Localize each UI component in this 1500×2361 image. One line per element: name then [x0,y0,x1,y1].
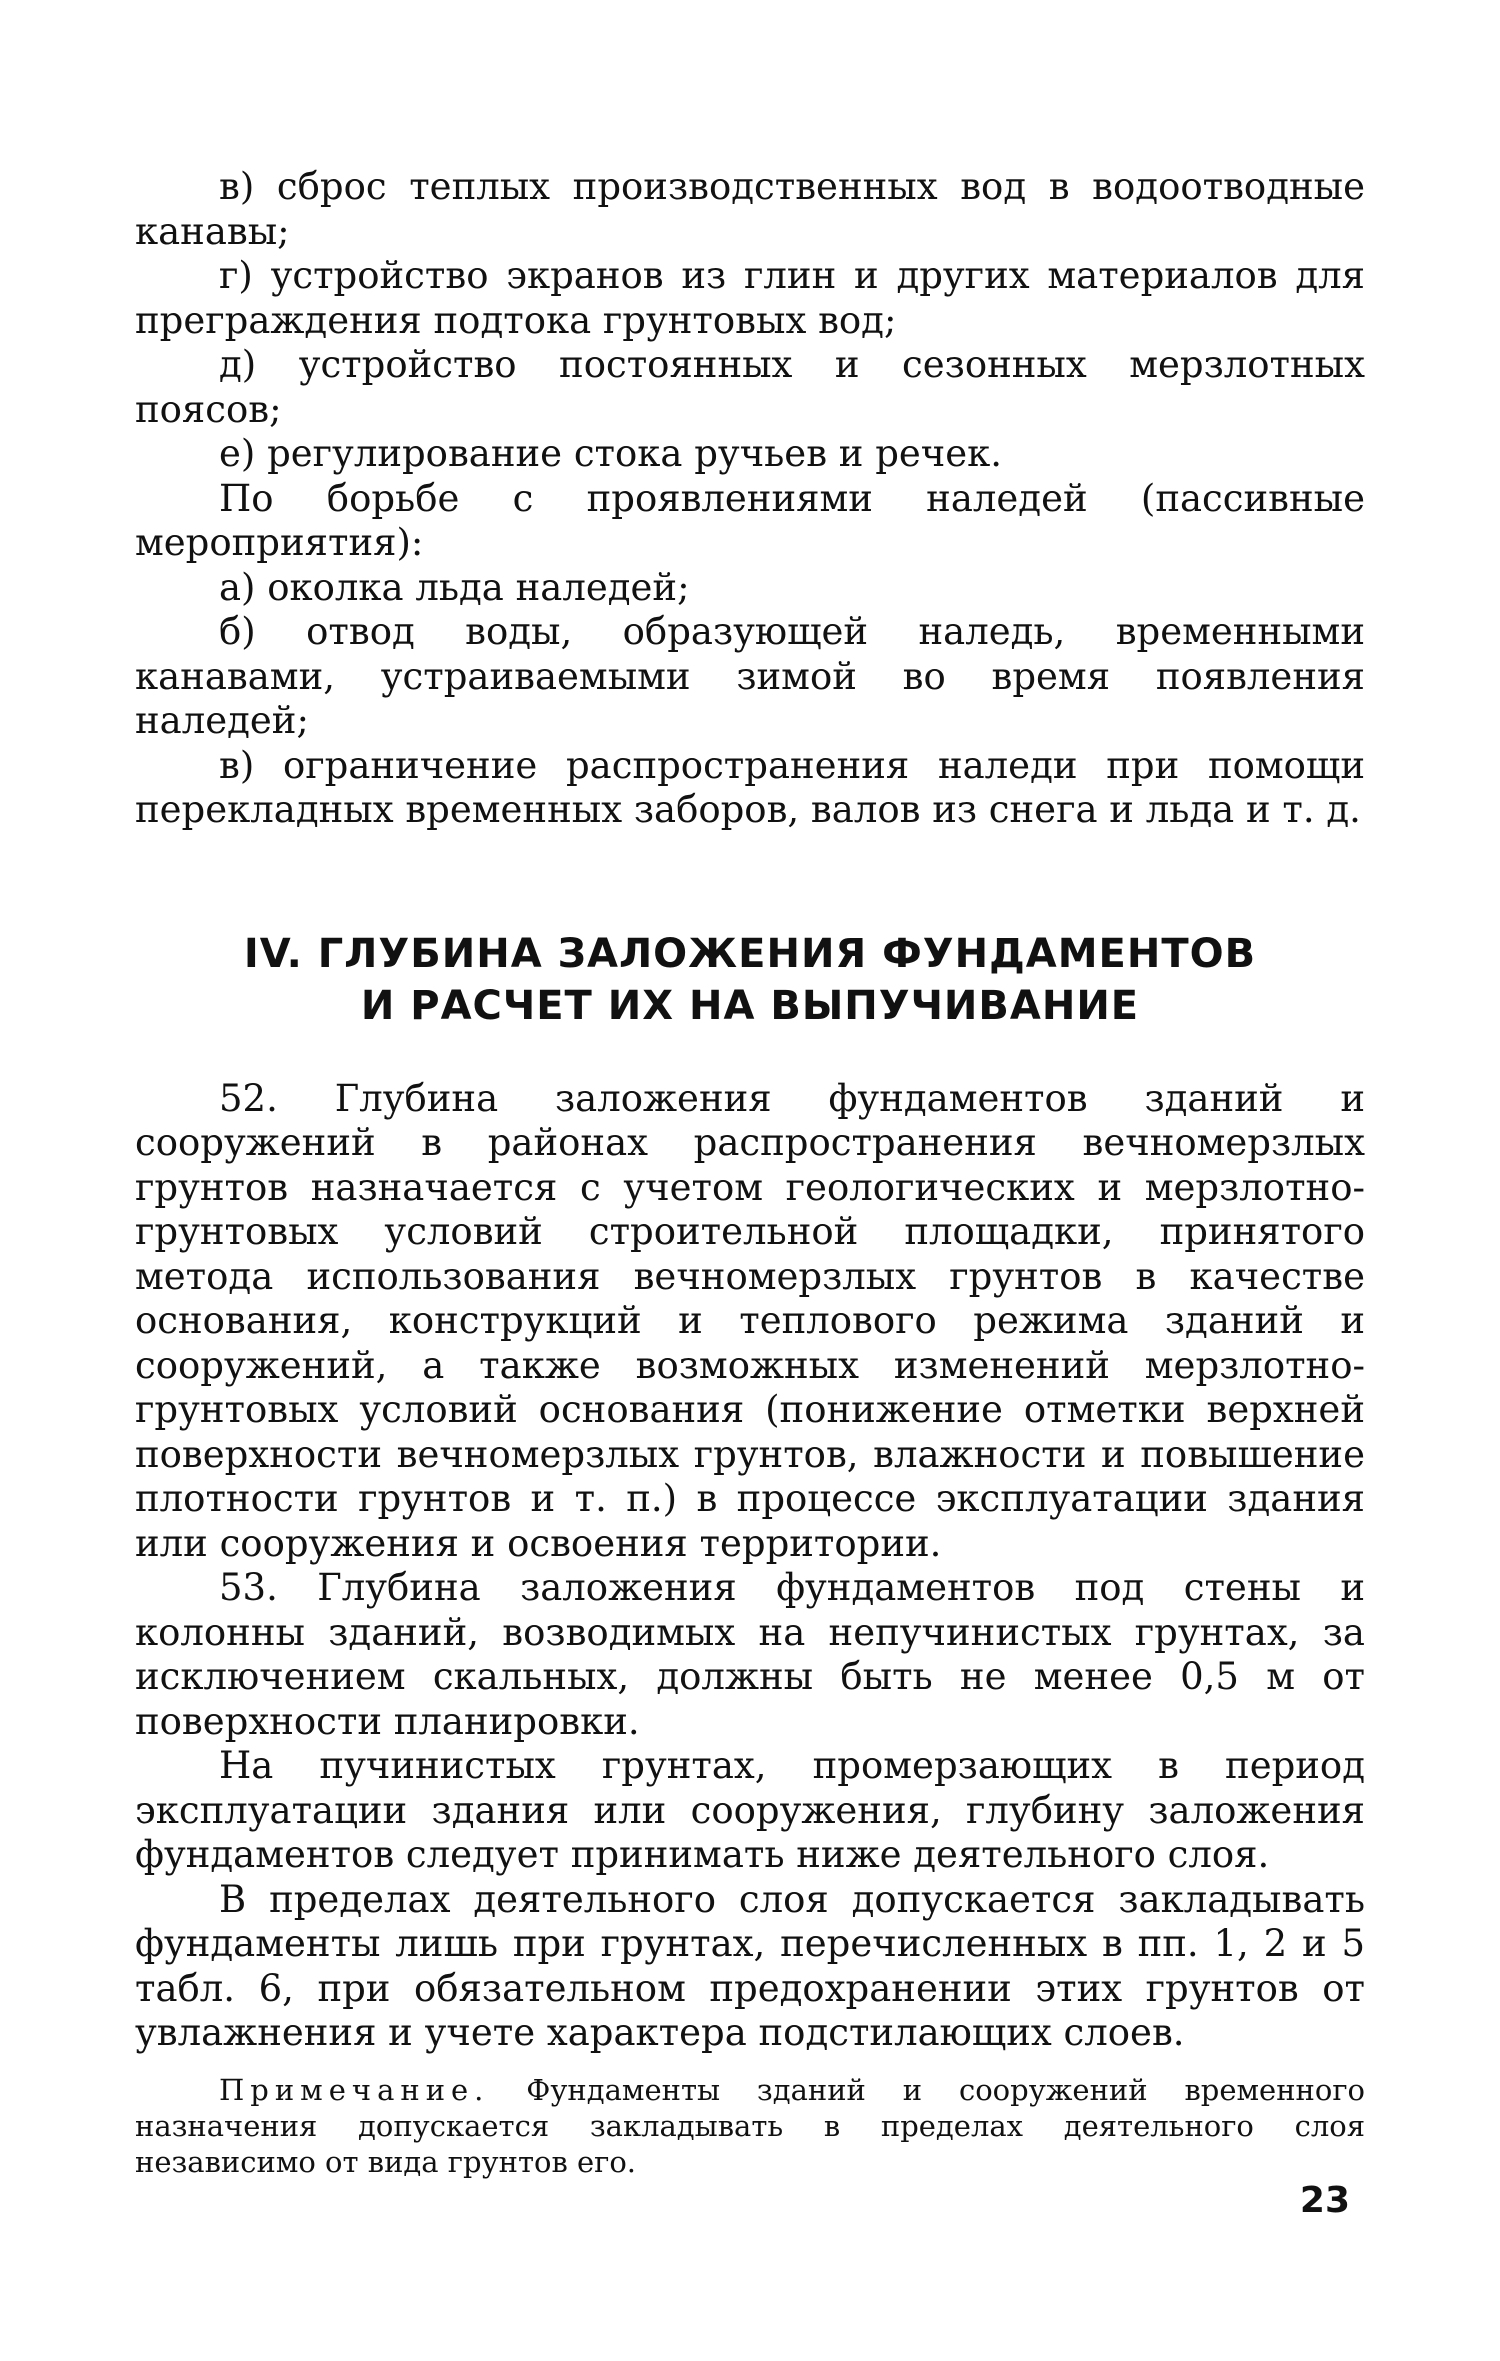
paragraph: На пучинистых грунтах, промерзающих в период эксплуатации здания или сооружения, глубину заложения фундаментов следует принимать ниже деятельного слоя. [135,1744,1365,1876]
list-item: е) регулирование стока ручьев и речек. [219,432,1003,475]
section-heading-line: И РАСЧЕТ ИХ НА ВЫПУЧИВАНИЕ [360,982,1140,1029]
page-number: 23 [1299,2180,1350,2221]
section-heading-line: IV. ГЛУБИНА ЗАЛОЖЕНИЯ ФУНДАМЕНТОВ [243,930,1257,977]
list-item: г) устройство экранов из глин и других материалов для преграждения подтока грунтовых вод; [135,254,1365,342]
list-item: б) отвод воды, образующей наледь, временными канавами, устраиваемыми зимой во время появления наледей; [135,610,1365,742]
list-item: в) сброс теплых производственных вод в водоотводные канавы; [135,165,1365,253]
list-item: а) околка льда наледей; [219,565,690,609]
paragraph-53: 53. Глубина заложения фундаментов под стены и колонны зданий, возводимых на непучинистых грунтах, за исключением скальных, должны быть не менее 0,5 м от поверхности планировки. [135,1566,1365,1743]
paragraph-52: 52. Глубина заложения фундаментов зданий и сооружений в районах распространения вечномерзлых грунтов назначается с учетом геологических и мерзлотно-грунтовых условий строительной площадки, принятого метода использования вечномерзлых грунтов в качестве основания, конструкций и теплового режима зданий и сооружений, а также возможных изменений мерзлотно-грунтовых условий основания (понижение отметки верхней поверхности вечномерзлых грунтов, влажности и повышение плотности грунтов и т. п.) в процессе эксплуатации здания или сооружения и освоения территории. [135,1076,1365,1565]
section-heading [135,928,1365,1032]
footnote-text: Фундаменты зданий и сооружений временного назначения допускается закладывать в пределах деятельного слоя независимо от вида грунтов его. [135,2072,1365,2179]
footnote-label: Примечание. [219,2072,490,2107]
list-item: в) ограничение распространения наледи при помощи перекладных временных заборов, валов из снега и льда и т. д. [135,743,1365,831]
list-item: д) устройство постоянных и сезонных мерзлотных поясов; [135,343,1365,431]
book-page [135,165,1365,2180]
paragraph: В пределах деятельного слоя допускается закладывать фундаменты лишь при грунтах, перечисленных в пп. 1, 2 и 5 табл. 6, при обязательном предохранении этих грунтов от увлажнения и учете характера подстилающих слоев. [135,1877,1365,2054]
passive-measures-intro: По борьбе с проявлениями наледей (пассивные мероприятия): [135,476,1365,564]
footnote [135,2072,1365,2180]
